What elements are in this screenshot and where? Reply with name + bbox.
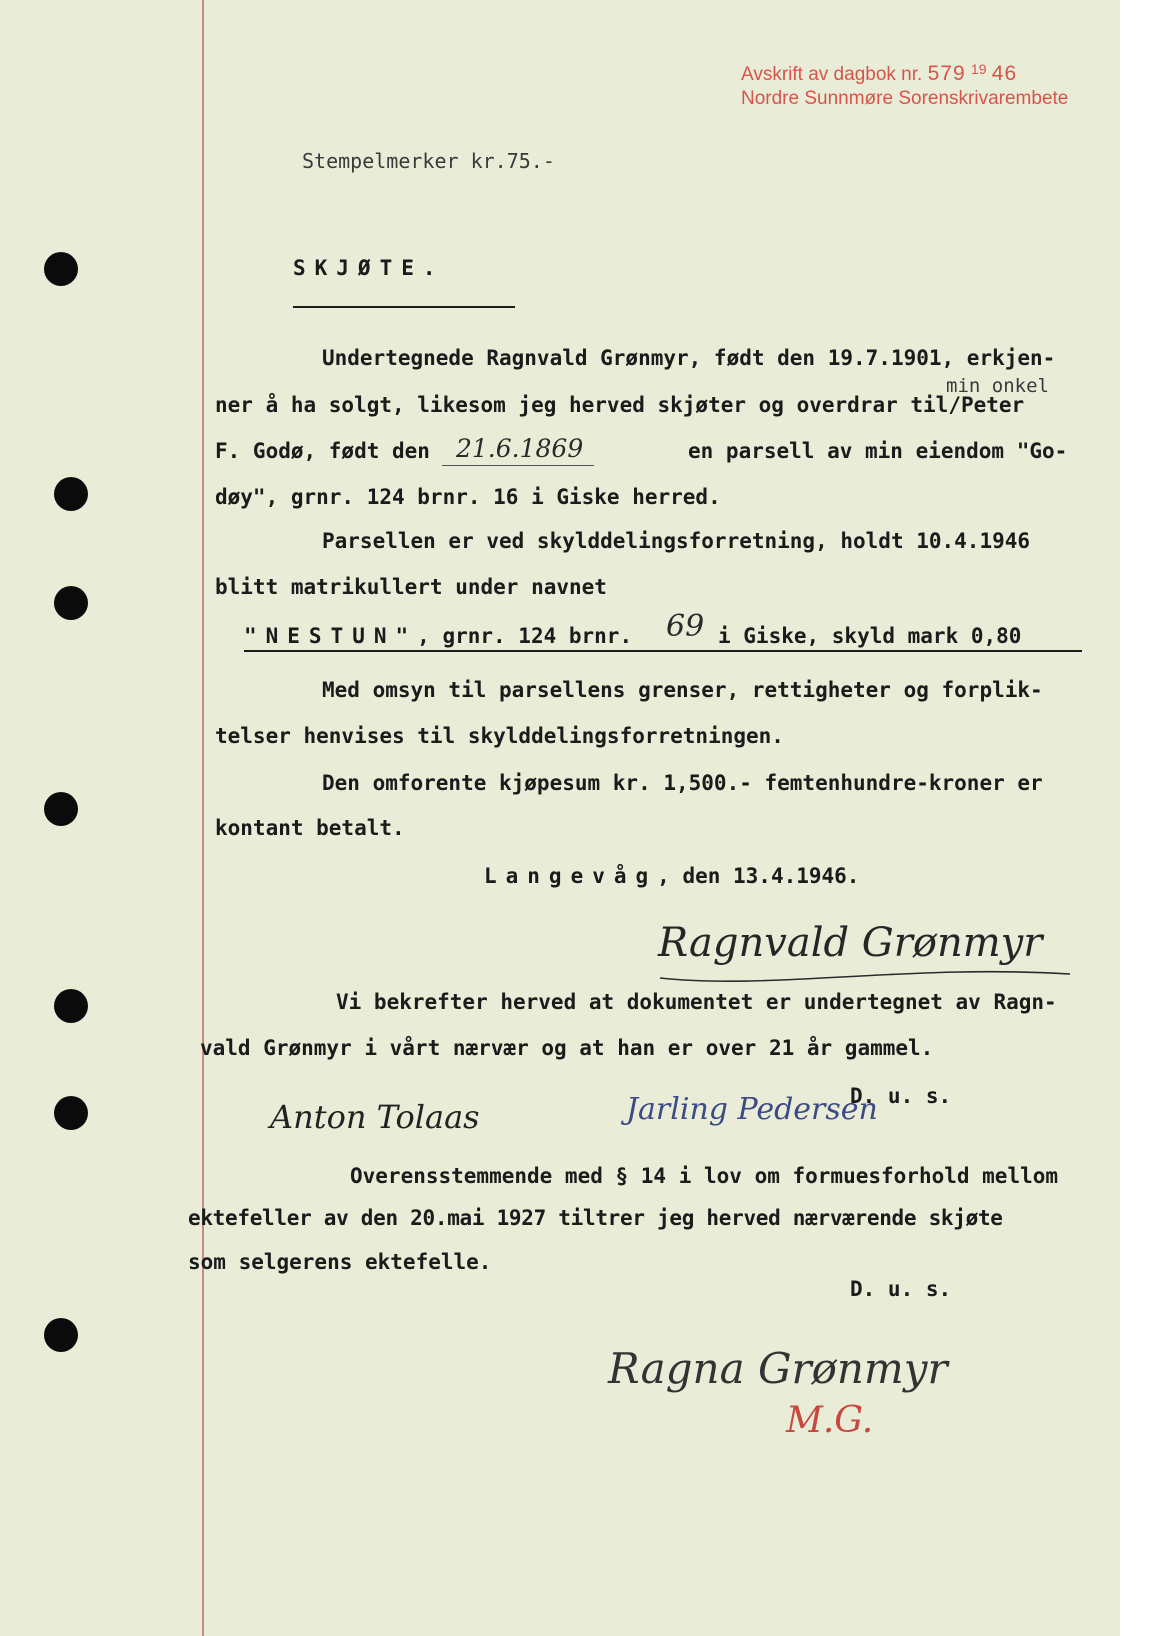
- witness-line: Vi bekrefter herved at dokumentet er undertegnet av Ragn-: [336, 990, 1057, 1014]
- stamp-entry-number: 579: [927, 62, 966, 85]
- date-underline: [442, 465, 594, 466]
- place-date-line: [484, 863, 859, 889]
- consent-line: Overensstemmende med § 14 i lov om formuesforhold mellom: [350, 1164, 1059, 1188]
- consent-line: som selgerens ektefelle.: [188, 1250, 492, 1274]
- margin-line: [202, 0, 204, 1636]
- punch-hole: [54, 477, 88, 511]
- inserted-text: min onkel: [946, 375, 1049, 397]
- punch-hole: [54, 586, 88, 620]
- handwritten-brnr: 69: [666, 609, 705, 644]
- witness1-signature: Anton Tolaas: [270, 1098, 480, 1136]
- witness-dus: D. u. s.: [850, 1084, 952, 1108]
- parcel-underline: [244, 650, 1082, 652]
- stamp-year-suffix: 46: [991, 62, 1018, 85]
- punch-hole: [54, 1096, 88, 1130]
- body-line: en parsell av min eiendom "Go-: [688, 439, 1068, 463]
- body-line: Med omsyn til parsellens grenser, rettigheter og forplik-: [322, 678, 1043, 702]
- title-underline: [293, 306, 515, 308]
- punch-hole: [54, 989, 88, 1023]
- place: Langevåg: [484, 864, 658, 888]
- stamp-year-prefix: 19: [970, 61, 987, 77]
- parcel-line: [244, 623, 632, 649]
- body-line: kontant betalt.: [215, 816, 405, 840]
- body-line: Undertegnede Ragnvald Grønmyr, født den 19.7.1901, erkjen-: [322, 346, 1056, 370]
- registry-stamp: [741, 62, 1068, 111]
- body-line: Den omforente kjøpesum kr. 1,500.- femtenhundre-kroner er: [322, 771, 1043, 795]
- parcel-name: "NESTUN": [244, 624, 418, 648]
- stamp-prefix: Avskrift av dagbok nr.: [741, 64, 923, 85]
- body-line: telser henvises til skylddelingsforretningen.: [215, 724, 784, 748]
- date: , den 13.4.1946.: [657, 864, 860, 888]
- parcel-text: , grnr. 124 brnr.: [417, 624, 633, 648]
- body-line: F. Godø, født den: [215, 439, 430, 463]
- body-line: blitt matrikullert under navnet: [215, 575, 607, 599]
- spouse-signature: Ragna Grønmyr: [608, 1344, 948, 1393]
- document-title: SKJØTE.: [293, 256, 445, 280]
- handwritten-birthdate: 21.6.1869: [456, 434, 584, 463]
- body-line: [215, 392, 1024, 418]
- body-line: døy", grnr. 124 brnr. 16 i Giske herred.: [215, 485, 721, 509]
- initials-mark: M.G.: [786, 1400, 874, 1441]
- body-line: Parsellen er ved skylddelingsforretning, holdt 10.4.1946: [322, 529, 1031, 553]
- punch-hole: [44, 792, 78, 826]
- witness-line: vald Grønmyr i vårt nærvær og at han er over 21 år gammel.: [200, 1036, 934, 1060]
- body-text: ner å ha solgt, likesom jeg herved skjøter og overdrar til: [215, 393, 949, 417]
- parcel-line-tail: i Giske, skyld mark 0,80: [718, 624, 1022, 648]
- stamp-duty-line: Stempelmerker kr.75.-: [302, 149, 555, 173]
- consent-line: ektefeller av den 20.mai 1927 tiltrer jeg herved nærværende skjøte: [188, 1206, 1003, 1230]
- body-text: Peter: [960, 393, 1025, 417]
- consent-dus: D. u. s.: [850, 1277, 952, 1301]
- punch-hole: [44, 252, 78, 286]
- seller-signature: Ragnvald Grønmyr: [658, 920, 1043, 966]
- body-text: /: [948, 393, 961, 417]
- signature-stroke: [660, 972, 1070, 982]
- stamp-office: Nordre Sunnmøre Sorenskrivarembete: [741, 88, 1069, 109]
- punch-hole: [44, 1318, 78, 1352]
- scan-edge: [1120, 0, 1154, 1636]
- witness2-signature: Jarling Pedersen: [626, 1092, 878, 1127]
